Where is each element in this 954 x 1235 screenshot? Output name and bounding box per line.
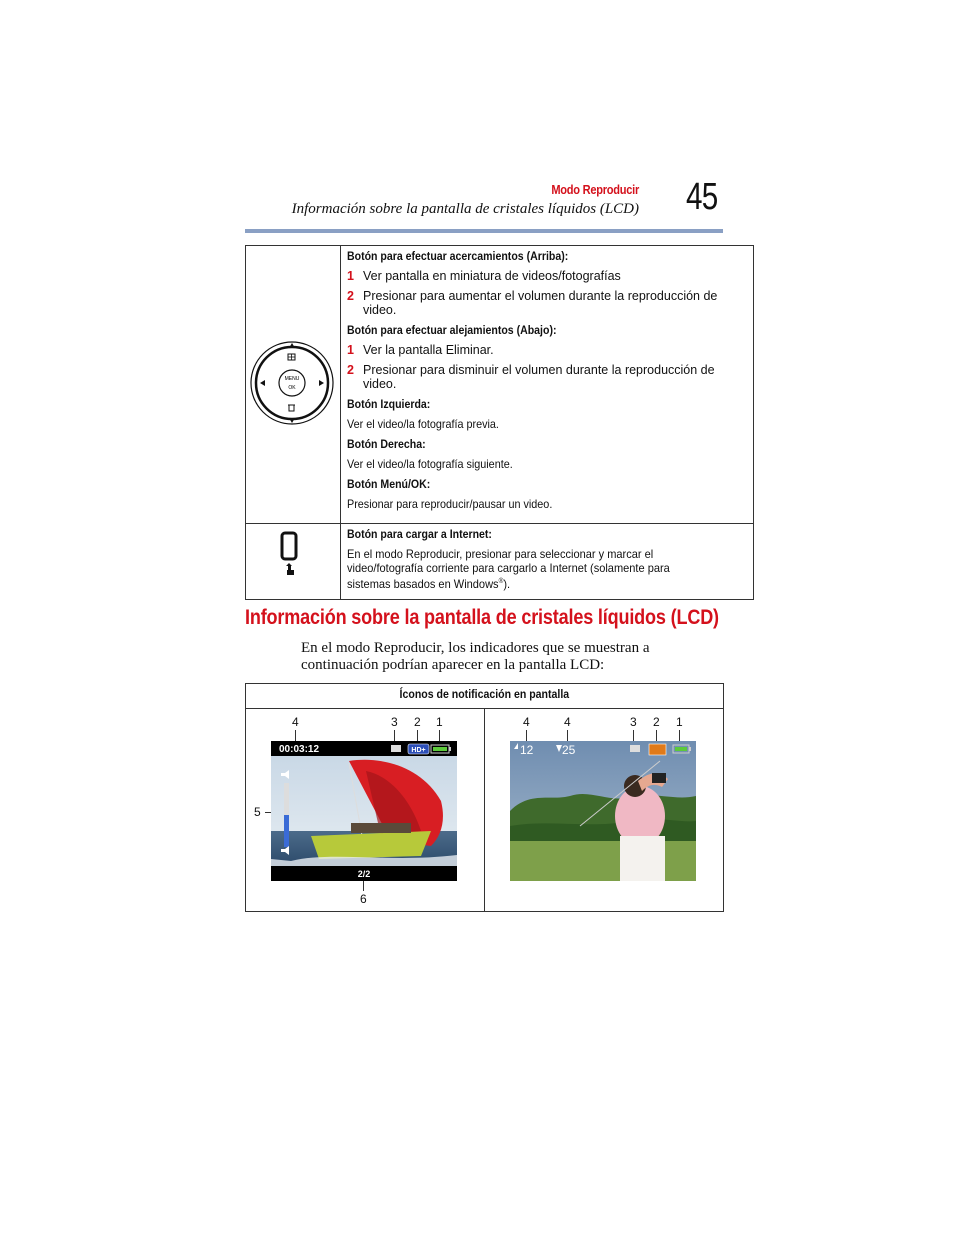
callout-number: 3 bbox=[630, 715, 637, 729]
lcd-screenshot-photo bbox=[510, 741, 696, 881]
upload-icon bbox=[391, 745, 401, 752]
left-button-text: Ver el video/la fotografía previa. bbox=[347, 417, 499, 431]
ok-label: OK bbox=[288, 385, 296, 391]
remaining-count-a: 12 bbox=[520, 743, 534, 757]
sailboat-image bbox=[271, 741, 457, 881]
upload-title: Botón para cargar a Internet: bbox=[347, 527, 492, 541]
callout-number: 4 bbox=[564, 715, 571, 729]
dpad-description-cell bbox=[341, 246, 754, 524]
upload-description-cell bbox=[341, 524, 754, 600]
upload-text: En el modo Reproducir, presionar para seleccionar y marcar el video/fotografía corriente para cargarlo a Internet (solamente para sistemas basados en Windows®). bbox=[347, 547, 670, 591]
remaining-count-b: 25 bbox=[562, 743, 576, 757]
right-button-title: Botón Derecha: bbox=[347, 437, 426, 451]
zoom-in-title: Botón para efectuar acercamientos (Arriba): bbox=[347, 249, 569, 263]
zoom-out-title: Botón para efectuar alejamientos (Abajo): bbox=[347, 323, 557, 337]
left-button-title: Botón Izquierda: bbox=[347, 397, 431, 411]
callout-number: 4 bbox=[292, 715, 299, 729]
playback-time: 00:03:12 bbox=[279, 744, 320, 755]
list-item: 2 Presionar para aumentar el volumen durante la reproducción de video. bbox=[347, 289, 718, 317]
notification-table-header: Íconos de notificación en pantalla bbox=[246, 684, 723, 709]
menu-ok-text: Presionar para reproducir/pausar un video. bbox=[347, 497, 553, 511]
callout-number: 5 bbox=[254, 805, 261, 819]
upload-icon bbox=[630, 745, 640, 752]
lcd-screenshot-playback bbox=[271, 741, 457, 881]
golfer-image bbox=[510, 741, 696, 881]
callout-number: 4 bbox=[523, 715, 530, 729]
upload-button-icon bbox=[246, 524, 340, 594]
menu-ok-title: Botón Menú/OK: bbox=[347, 477, 431, 491]
scene-mode-icon bbox=[649, 744, 666, 755]
intro-paragraph: En el modo Reproducir, los indicadores que se muestran a continuación podrían aparecer en la pantalla LCD: bbox=[301, 640, 650, 673]
file-counter: 2/2 bbox=[357, 869, 371, 879]
section-label: Modo Reproducir bbox=[551, 182, 639, 197]
dpad-icon-cell bbox=[246, 246, 341, 524]
dpad-icon bbox=[246, 246, 340, 518]
table-row bbox=[246, 246, 754, 524]
page-subtitle: Información sobre la pantalla de cristales líquidos (LCD) bbox=[291, 201, 639, 217]
table-row bbox=[246, 524, 754, 600]
list-item: 1 Ver la pantalla Eliminar. bbox=[347, 343, 494, 357]
callout-number: 1 bbox=[436, 715, 443, 729]
list-item: 2 Presionar para disminuir el volumen durante la reproducción de video. bbox=[347, 363, 715, 391]
hd-badge: HD+ bbox=[411, 747, 426, 754]
upload-icon-cell bbox=[246, 524, 341, 600]
menu-label: MENU bbox=[284, 376, 300, 382]
callout-number: 6 bbox=[360, 892, 367, 906]
column-divider bbox=[484, 708, 485, 911]
list-item: 1 Ver pantalla en miniatura de videos/fotografías bbox=[347, 269, 621, 283]
callout-line bbox=[363, 880, 364, 891]
page-number: 45 bbox=[686, 176, 718, 218]
buttons-table bbox=[245, 245, 754, 600]
callout-number: 2 bbox=[653, 715, 660, 729]
callout-number: 2 bbox=[414, 715, 421, 729]
right-button-text: Ver el video/la fotografía siguiente. bbox=[347, 457, 513, 471]
notification-table bbox=[245, 683, 724, 912]
callout-number: 3 bbox=[391, 715, 398, 729]
callout-number: 1 bbox=[676, 715, 683, 729]
section-title: Información sobre la pantalla de cristales líquidos (LCD) bbox=[245, 606, 719, 629]
header-rule bbox=[245, 229, 723, 233]
